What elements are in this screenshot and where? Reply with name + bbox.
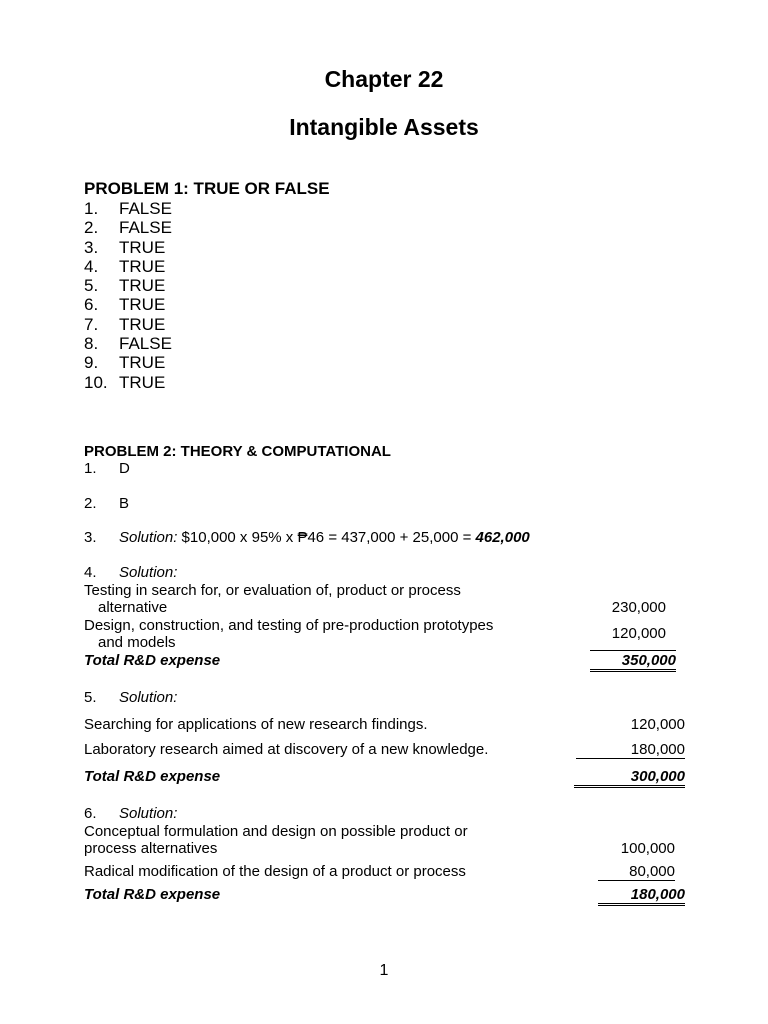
p2-item6-row1-line2: process alternatives <box>84 840 218 857</box>
problem1-answer-value: TRUE <box>119 353 166 373</box>
p2-item6-row2-value: 80,000 <box>598 863 675 881</box>
problem1-answer-value: TRUE <box>119 372 166 392</box>
problem1-answer-number: 10. <box>84 372 108 392</box>
problem1-answer-value: TRUE <box>119 237 166 257</box>
p2-item3-solution-label: Solution: <box>119 529 178 546</box>
p2-item4-total-value: 350,000 <box>590 652 676 672</box>
problem1-answer-value: FALSE <box>119 218 172 238</box>
problem1-answer-number: 5. <box>84 276 99 296</box>
p2-item1-number: 1. <box>84 460 97 477</box>
problem1-answer-number: 2. <box>84 218 99 238</box>
page-number: 1 <box>379 962 389 979</box>
p2-item3-line <box>119 529 530 546</box>
problem1-answer-value: TRUE <box>119 295 166 315</box>
problem1-heading: PROBLEM 1: TRUE OR FALSE <box>84 179 330 198</box>
problem1-answer-value: TRUE <box>119 256 166 276</box>
p2-item6-number: 6. <box>84 805 97 822</box>
problem1-answer-number: 8. <box>84 334 99 354</box>
p2-item3-result: 462,000 <box>475 529 530 546</box>
problem1-answer-number: 7. <box>84 314 99 334</box>
problem1-answer-number: 6. <box>84 295 99 315</box>
p2-item5-row2-value: 180,000 <box>576 741 685 759</box>
p2-item6-total-value: 180,000 <box>598 886 685 906</box>
p2-item5-row1-label: Searching for applications of new research findings. <box>84 716 428 733</box>
problem1-answer-number: 3. <box>84 237 99 257</box>
problem1-answer-number: 1. <box>84 199 99 218</box>
p2-item1-answer: D <box>119 460 130 477</box>
p2-item2-number: 2. <box>84 495 97 512</box>
p2-item4-subtotal-rule <box>590 650 676 651</box>
p2-item5-total-label: Total R&D expense <box>84 768 221 785</box>
p2-item5-row2-label: Laboratory research aimed at discovery of a new knowledge. <box>84 741 489 758</box>
p2-item4-row2-value: 120,000 <box>611 625 666 642</box>
problem1-answer-number: 9. <box>84 353 99 373</box>
p2-item6-row1-line1: Conceptual formulation and design on possible product or <box>84 823 468 840</box>
p2-item6-solution-label: Solution: <box>119 805 178 822</box>
problem1-answer-value: FALSE <box>119 199 172 218</box>
p2-item4-row1-value: 230,000 <box>611 599 666 616</box>
p2-item4-number: 4. <box>84 564 97 581</box>
problem1-answer-value: FALSE <box>119 334 172 354</box>
p2-item2-answer: B <box>119 495 130 512</box>
p2-item4-total-label: Total R&D expense <box>84 652 221 669</box>
p2-item4-solution-label: Solution: <box>119 564 178 581</box>
problem2-heading: PROBLEM 2: THEORY & COMPUTATIONAL <box>84 443 391 460</box>
p2-item6-row1-value: 100,000 <box>620 840 675 857</box>
p2-item5-total-value: 300,000 <box>574 768 685 788</box>
p2-item6-total-label: Total R&D expense <box>84 886 221 903</box>
p2-item3-number: 3. <box>84 529 97 546</box>
p2-item4-row1-line2: alternative <box>98 599 168 616</box>
problem1-answer-number: 4. <box>84 256 99 276</box>
p2-item6-row2-label: Radical modification of the design of a product or process <box>84 863 466 880</box>
problem1-answer-value: TRUE <box>119 314 166 334</box>
p2-item4-row1-line1: Testing in search for, or evaluation of, product or process <box>84 582 461 599</box>
p2-item5-solution-label: Solution: <box>119 689 178 706</box>
p2-item3-formula: $10,000 x 95% x ₱46 = 437,000 + 25,000 = <box>177 529 476 546</box>
problem1-answer-value: TRUE <box>119 276 166 296</box>
p2-item5-number: 5. <box>84 689 97 706</box>
p2-item5-row1-value: 120,000 <box>630 716 685 733</box>
chapter-title: Chapter 22 <box>324 66 444 92</box>
p2-item4-row2-line1: Design, construction, and testing of pre-production prototypes <box>84 617 494 634</box>
p2-item4-row2-line2: and models <box>98 634 176 651</box>
chapter-subtitle: Intangible Assets <box>289 114 479 140</box>
